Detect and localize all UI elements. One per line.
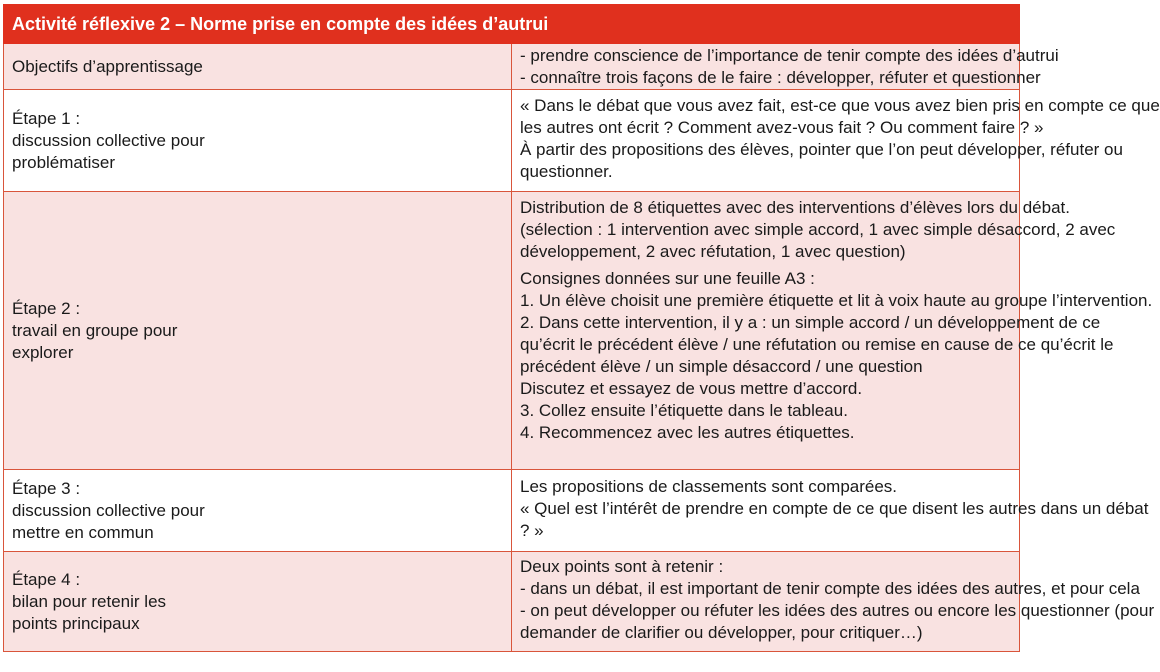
content-line: précédent élève / un simple désaccord / une question — [520, 357, 923, 376]
content-line: Les propositions de classements sont comparées. — [520, 477, 898, 496]
label-line: explorer — [12, 342, 74, 362]
step4-label — [4, 552, 512, 652]
content-line: « Quel est l’intérêt de prendre en compte de ce que disent les autres dans un débat — [520, 499, 1149, 518]
content-line: les autres ont écrit ? Comment avez-vous fait ? Ou comment faire ? » — [520, 118, 1044, 137]
content-line: - dans un débat, il est important de tenir compte des idées des autres, et pour cela — [520, 579, 1140, 598]
title-row — [4, 5, 1020, 44]
step3-label — [4, 470, 512, 552]
step2-row — [4, 192, 1020, 470]
step4-content — [512, 552, 1155, 652]
label-line: Objectifs d’apprentissage — [12, 56, 203, 76]
step2-label — [4, 192, 512, 470]
activity-table — [3, 4, 1160, 652]
label-line: discussion collective pour — [12, 130, 205, 150]
content-line: développement, 2 avec réfutation, 1 avec question) — [520, 242, 906, 261]
label-line: bilan pour retenir les — [12, 591, 167, 611]
step1-content — [512, 90, 1160, 192]
label-line: points principaux — [12, 613, 140, 633]
content-line: - on peut développer ou réfuter les idées des autres ou encore les questionner (pour — [520, 601, 1155, 620]
content-line: 4. Recommencez avec les autres étiquettes. — [520, 423, 855, 442]
step1-label — [4, 90, 512, 192]
content-line: demander de clarifier ou développer, pour critiquer…) — [520, 623, 923, 642]
step3-content — [512, 470, 1149, 552]
objectives-content — [512, 44, 1059, 90]
content-line: ? » — [520, 521, 544, 540]
label-line: Étape 1 : — [12, 108, 81, 128]
label-line: mettre en commun — [12, 522, 154, 542]
content-line: - connaître trois façons de le faire : développer, réfuter et questionner — [520, 68, 1041, 87]
label-line: discussion collective pour — [12, 500, 205, 520]
activity-grid — [3, 4, 1160, 652]
content-line: Discutez et essayez de vous mettre d’accord. — [520, 379, 863, 398]
content-line: qu’écrit le précédent élève / une réfutation ou remise en cause de ce qu’écrit le — [520, 335, 1114, 354]
label-line: Étape 2 : — [12, 298, 81, 318]
step1-row — [4, 90, 1020, 192]
content-line: Consignes données sur une feuille A3 : — [520, 269, 815, 288]
content-line: 1. Un élève choisit une première étiquette et lit à voix haute au groupe l’intervention. — [520, 291, 1153, 310]
content-line: - prendre conscience de l’importance de tenir compte des idées d’autrui — [520, 46, 1059, 65]
content-line: « Dans le débat que vous avez fait, est-ce que vous avez bien pris en compte ce que — [520, 96, 1160, 115]
content-line: questionner. — [520, 162, 613, 181]
label-line: Étape 4 : — [12, 569, 81, 589]
step4-row — [4, 552, 1020, 652]
objectives-label — [4, 44, 512, 90]
content-line: (sélection : 1 intervention avec simple accord, 1 avec simple désaccord, 2 avec — [520, 220, 1116, 239]
label-line: problématiser — [12, 152, 115, 172]
table-title: Activité réflexive 2 – Norme prise en compte des idées d’autrui — [4, 5, 1020, 44]
step3-row — [4, 470, 1020, 552]
content-line: Deux points sont à retenir : — [520, 557, 724, 576]
content-line: 2. Dans cette intervention, il y a : un simple accord / un développement de ce — [520, 313, 1101, 332]
step2-content — [512, 192, 1153, 470]
content-line: 3. Collez ensuite l’étiquette dans le tableau. — [520, 401, 848, 420]
label-line: travail en groupe pour — [12, 320, 178, 340]
objectives-row — [4, 44, 1020, 90]
label-line: Étape 3 : — [12, 478, 81, 498]
content-line: Distribution de 8 étiquettes avec des interventions d’élèves lors du débat. — [520, 198, 1070, 217]
content-line: À partir des propositions des élèves, pointer que l’on peut développer, réfuter ou — [520, 140, 1123, 159]
